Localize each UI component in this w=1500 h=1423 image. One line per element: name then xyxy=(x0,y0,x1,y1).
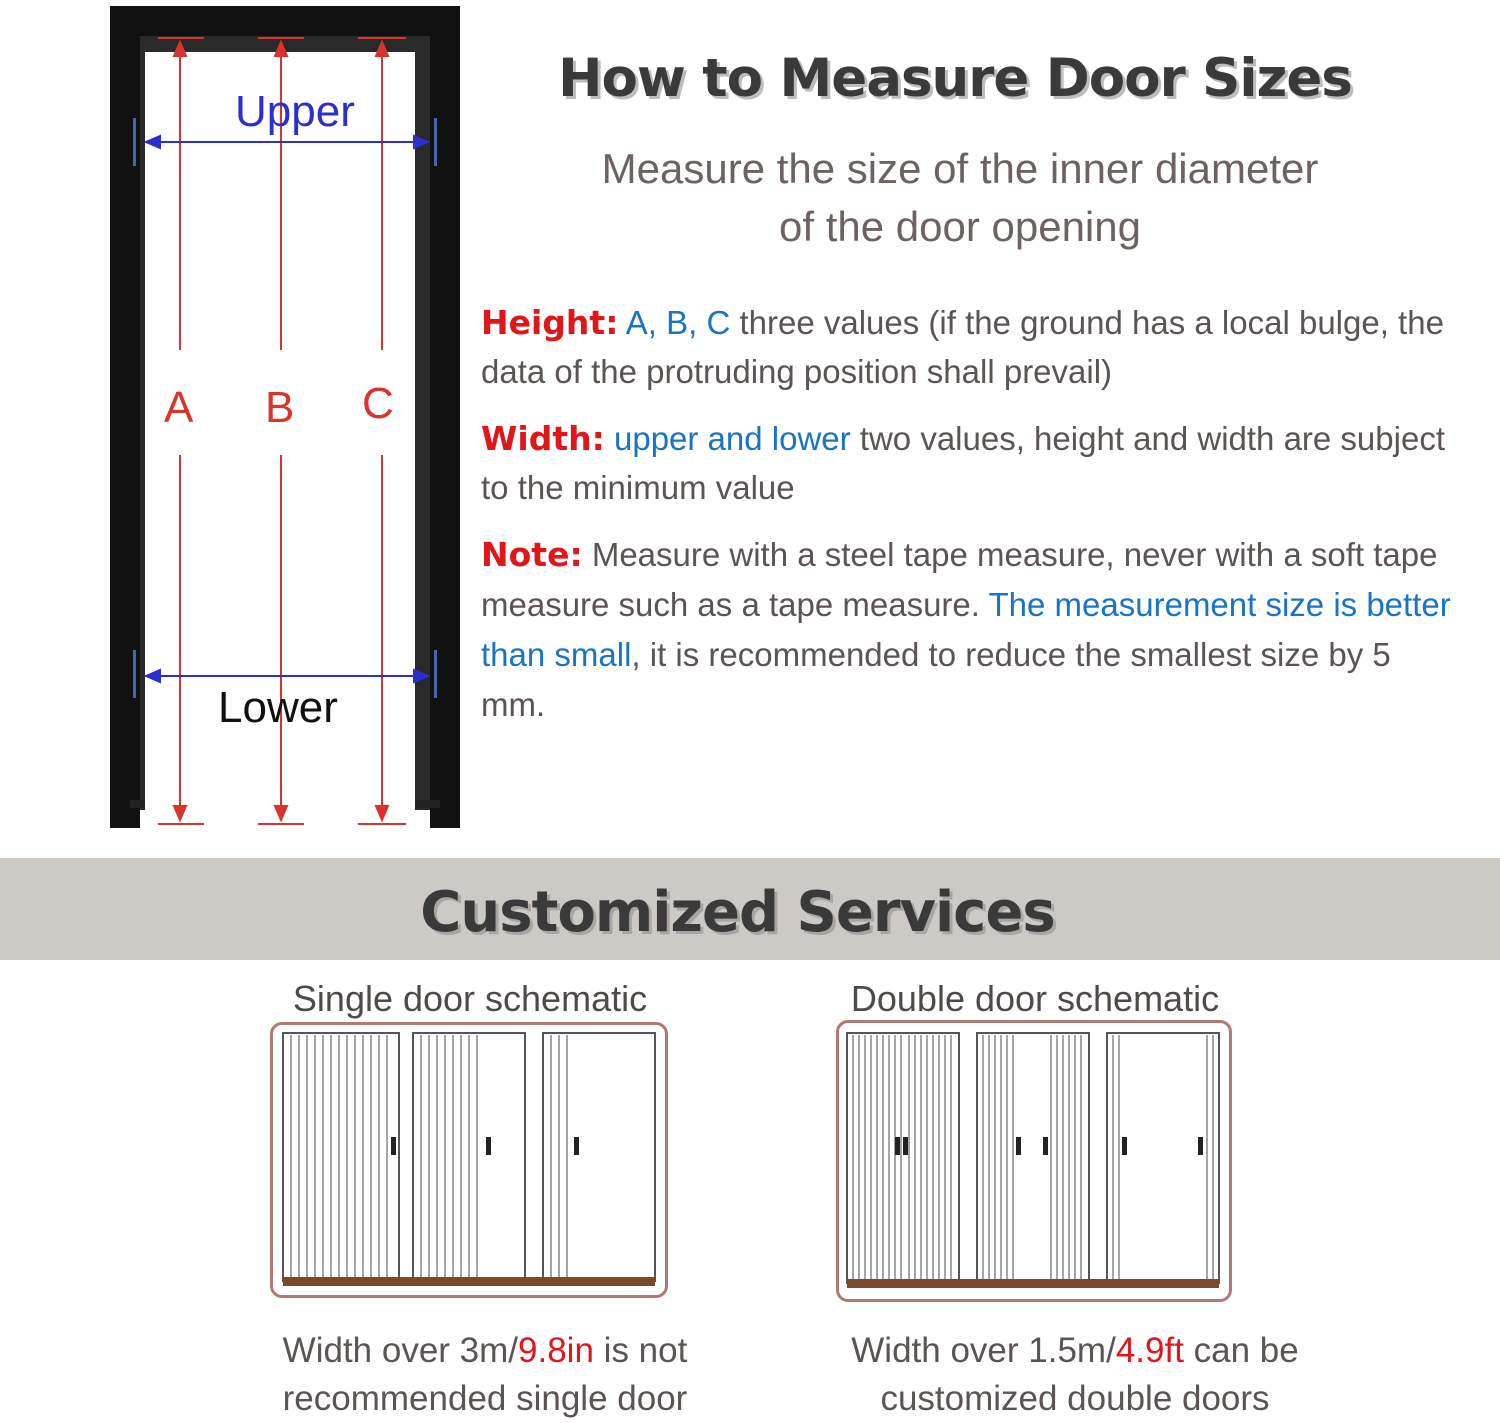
double-door-caption xyxy=(820,1327,1330,1423)
page-subtitle: Measure the size of the inner diameter of the door opening xyxy=(601,145,1319,250)
page-title: How to Measure Door Sizes xyxy=(558,48,1352,109)
note-text-1: Measure with a steel tape measure, never with a soft tape measure such as a tape measure. xyxy=(481,536,1438,623)
section-title: Customized Services xyxy=(420,880,1055,945)
double-door-title: Double door schematic xyxy=(850,978,1220,1019)
width-highlight: upper and lower xyxy=(613,420,851,457)
note-instruction xyxy=(481,530,1461,730)
single-caption-red: 9.8in xyxy=(518,1331,594,1370)
note-text-2: , it is recommended to reduce the smallest size by 5 mm. xyxy=(481,636,1391,723)
label-a: A xyxy=(164,383,194,432)
single-caption-pre: Width over 3m/ xyxy=(282,1331,519,1370)
double-caption-pre: Width over 1.5m/ xyxy=(851,1331,1116,1370)
width-key: Width: xyxy=(481,419,605,458)
note-key: Note: xyxy=(481,535,583,574)
single-door-title: Single door schematic xyxy=(292,978,648,1019)
double-caption-post: can be customized double doors xyxy=(880,1331,1299,1418)
width-instruction xyxy=(481,414,1461,512)
single-door-illustration xyxy=(273,1025,665,1295)
double-door-illustration xyxy=(839,1023,1229,1299)
single-door-caption xyxy=(250,1327,720,1423)
double-caption-red: 4.9ft xyxy=(1115,1331,1184,1370)
height-key: Height: xyxy=(481,303,619,342)
height-instruction xyxy=(481,298,1461,396)
label-b: B xyxy=(265,383,295,432)
double-door-schematic xyxy=(836,1020,1232,1302)
label-c: C xyxy=(362,379,394,428)
lower-label: Lower xyxy=(218,683,338,732)
upper-label: Upper xyxy=(235,87,355,136)
width-text: two values, height and width are subject to the minimum value xyxy=(481,420,1445,506)
note-highlight: The measurement size is better than small xyxy=(481,586,1451,673)
single-caption-post: is not recommended single door xyxy=(282,1331,688,1418)
single-door-schematic xyxy=(270,1022,668,1298)
door-measurement-diagram xyxy=(100,0,470,840)
height-highlight: A, B, C xyxy=(625,304,731,341)
height-text: three values (if the ground has a local bulge, the data of the protruding position shall prevail) xyxy=(481,304,1444,390)
